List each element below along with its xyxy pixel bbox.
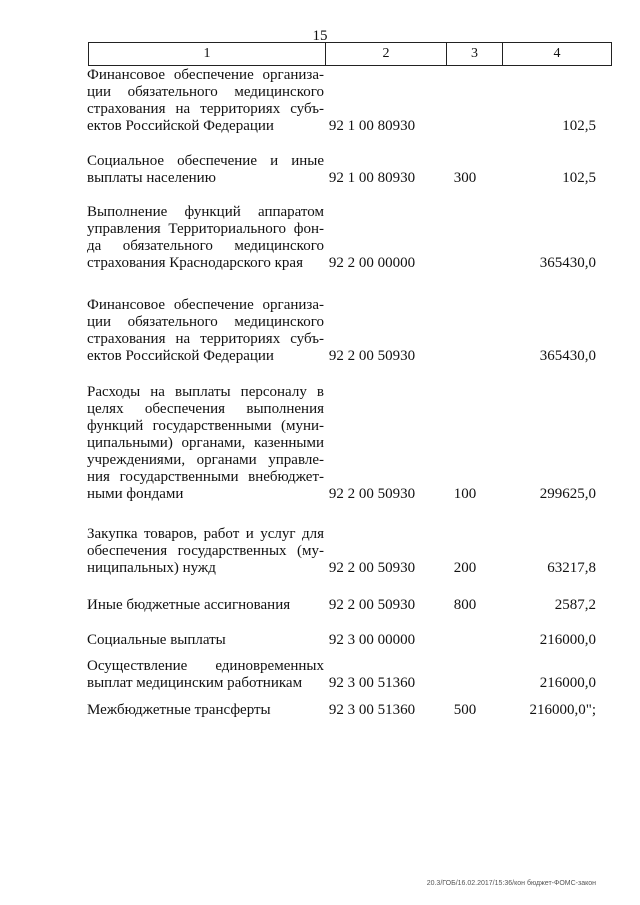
row-description [87,658,324,692]
description-line: да обязательного медицинского [87,238,324,254]
row-description [87,526,324,577]
description-line: целях обеспечения выполнения [87,401,324,417]
target-article-code: 92 3 00 00000 [328,632,416,648]
description-line: Выполнение функций аппаратом [87,204,324,220]
target-article-code: 92 3 00 51360 [328,675,416,691]
column-header-1: 1 [89,43,326,66]
description-line: Межбюджетные трансферты [87,702,271,718]
description-line: Иные бюджетные ассигнования [87,597,291,613]
column-header-4: 4 [503,43,612,66]
description-line: Финансовое обеспечение организа- [87,67,324,83]
description-line: страхования Краснодарского края [87,255,303,271]
description-line: ции обязательного медицинского [87,314,324,330]
page-number: 15 [312,28,328,44]
description-line: ципальными) органами, казенными [87,435,324,451]
expense-type-code: 100 [453,486,477,502]
row-description [87,153,324,187]
description-line: страхования на территориях субъ- [87,101,324,117]
description-line: Социальные выплаты [87,632,226,648]
description-line: учреждениями, органами управле- [87,452,324,468]
amount-value: 216000,0 [539,675,596,691]
expense-type-code: 500 [453,702,477,718]
description-line: Закупка товаров, работ и услуг для [87,526,324,542]
description-line: ектов Российской Федерации [87,118,274,134]
amount-value: 63217,8 [547,560,596,576]
expense-type-code: 800 [453,597,477,613]
row-description [87,204,324,272]
row-description [87,632,324,649]
description-line: ектов Российской Федерации [87,348,274,364]
amount-value: 2587,2 [554,597,596,613]
column-header-3: 3 [447,43,503,66]
column-header-table [88,42,612,66]
description-line: выплат медицинским работникам [87,675,303,691]
description-line: Осуществление единовременных [87,658,324,674]
description-line: функций государственными (муни- [87,418,324,434]
row-description [87,702,324,719]
amount-value: 102,5 [562,118,596,134]
target-article-code: 92 1 00 80930 [328,170,416,186]
amount-value: 365430,0 [539,255,596,271]
target-article-code: 92 2 00 50930 [328,560,416,576]
target-article-code: 92 1 00 80930 [328,118,416,134]
description-line: страхования на территориях субъ- [87,331,324,347]
description-line: Финансовое обеспечение организа- [87,297,324,313]
target-article-code: 92 3 00 51360 [328,702,416,718]
target-article-code: 92 2 00 50930 [328,597,416,613]
amount-value: 365430,0 [539,348,596,364]
description-line: ции обязательного медицинского [87,84,324,100]
row-description [87,597,324,614]
expense-type-code: 200 [453,560,477,576]
description-line: обеспечения государственных (му- [87,543,324,559]
description-line: управления Территориального фон- [87,221,324,237]
description-line: выплаты населению [87,170,216,186]
amount-value: 216000,0 [539,632,596,648]
row-description [87,67,324,135]
amount-value: 102,5 [562,170,596,186]
row-description [87,384,324,503]
amount-value: 216000,0"; [529,702,596,718]
target-article-code: 92 2 00 50930 [328,486,416,502]
description-line: ния государственными внебюджет- [87,469,324,485]
target-article-code: 92 2 00 00000 [328,255,416,271]
description-line: ными фондами [87,486,184,502]
target-article-code: 92 2 00 50930 [328,348,416,364]
description-line: Расходы на выплаты персоналу в [87,384,324,400]
description-line: Социальное обеспечение и иные [87,153,324,169]
description-line: ниципальных) нужд [87,560,216,576]
expense-type-code: 300 [453,170,477,186]
footer-stamp: 20.3/ГОБ/16.02.2017/15:36/кон бюджет-ФОМС-закон [426,880,596,887]
column-header-2: 2 [326,43,447,66]
row-description [87,297,324,365]
amount-value: 299625,0 [539,486,596,502]
